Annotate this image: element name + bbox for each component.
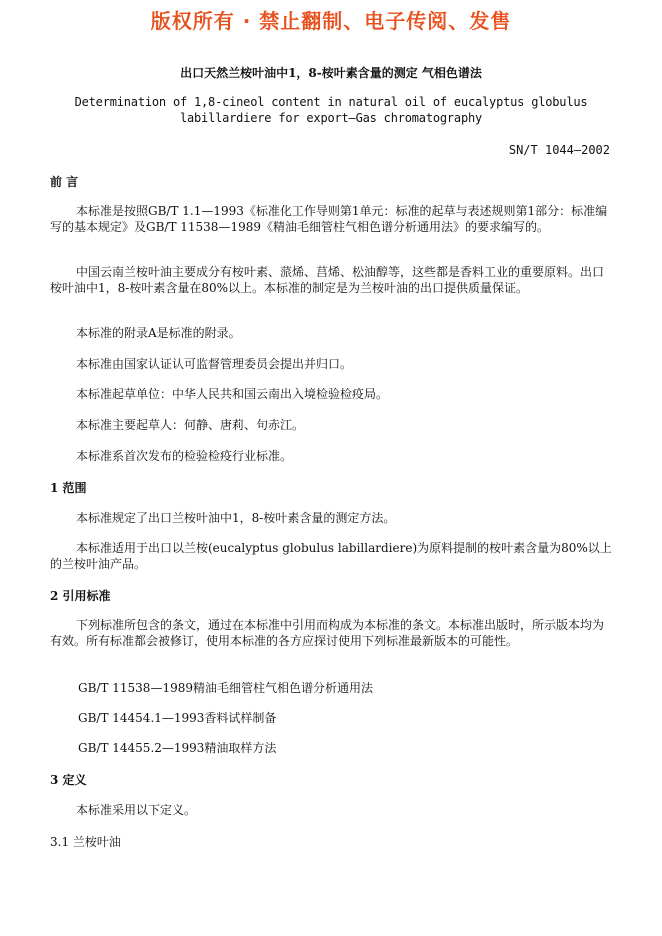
section-3-heading: 3 定义 <box>50 773 87 787</box>
standard-number: SN/T 1044—2002 <box>508 143 610 157</box>
reference-item: GB/T 14454.1—1993香料试样制备 <box>78 711 277 725</box>
section-2-paragraph: 下列标准所包含的条文，通过在本标准中引用而构成为本标准的条文。本标准出版时，所示版本均为有效。所有标准都会被修订，使用本标准的各方应探讨使用下列标准最新版本的可能性。 <box>50 618 605 648</box>
section-1-paragraph: 本标准适用于出口以兰桉(eucalyptus globulus labillardiere)为原料提制的桉叶素含量为80%以上的兰桉叶油产品。 <box>50 541 612 571</box>
section-3-paragraph: 本标准采用以下定义。 <box>76 803 197 817</box>
foreword-paragraph: 本标准的附录A是标准的附录。 <box>76 326 241 340</box>
document-title-english: Determination of 1,8-cineol content in natural oil of eucalyptus globulus labillardiere for export—Gas chromatography <box>74 95 588 125</box>
reference-item: GB/T 14455.2—1993精油取样方法 <box>78 741 277 755</box>
section-1-heading: 1 范围 <box>50 481 87 495</box>
section-2-heading: 2 引用标准 <box>50 589 111 603</box>
foreword-paragraph: 本标准由国家认证认可监督管理委员会提出并归口。 <box>76 357 353 371</box>
foreword-paragraph: 中国云南兰桉叶油主要成分有桉叶素、蒎烯、莒烯、松油醇等，这些都是香料工业的重要原料。出口桉叶油中1，8-桉叶素含量在80%以上。本标准的制定是为兰桉叶油的出口提供质量保证。 <box>50 265 605 295</box>
section-1-paragraph: 本标准规定了出口兰桉叶油中1，8-桉叶素含量的测定方法。 <box>76 511 396 525</box>
document-title-chinese: 出口天然兰桉叶油中1，8-桉叶素含量的测定 气相色谱法 <box>180 66 482 80</box>
copyright-watermark: 版权所有 · 禁止翻制、电子传阅、发售 <box>150 9 512 33</box>
foreword-paragraph: 本标准是按照GB/T 1.1—1993《标准化工作导则第1单元：标准的起草与表述规则第1部分：标准编写的基本规定》及GB/T 11538—1989《精油毛细管柱气相色谱分析通用法》的要求编写的。 <box>50 204 608 234</box>
foreword-paragraph: 本标准起草单位：中华人民共和国云南出入境检验检疫局。 <box>76 387 389 401</box>
foreword-heading: 前 言 <box>50 175 79 189</box>
foreword-paragraph: 本标准系首次发布的检验检疫行业标准。 <box>76 449 293 463</box>
section-3-1-heading: 3.1 兰桉叶油 <box>50 835 121 849</box>
reference-item: GB/T 11538—1989精油毛细管柱气相色谱分析通用法 <box>78 681 373 695</box>
foreword-paragraph: 本标准主要起草人：何静、唐莉、句赤江。 <box>76 418 305 432</box>
